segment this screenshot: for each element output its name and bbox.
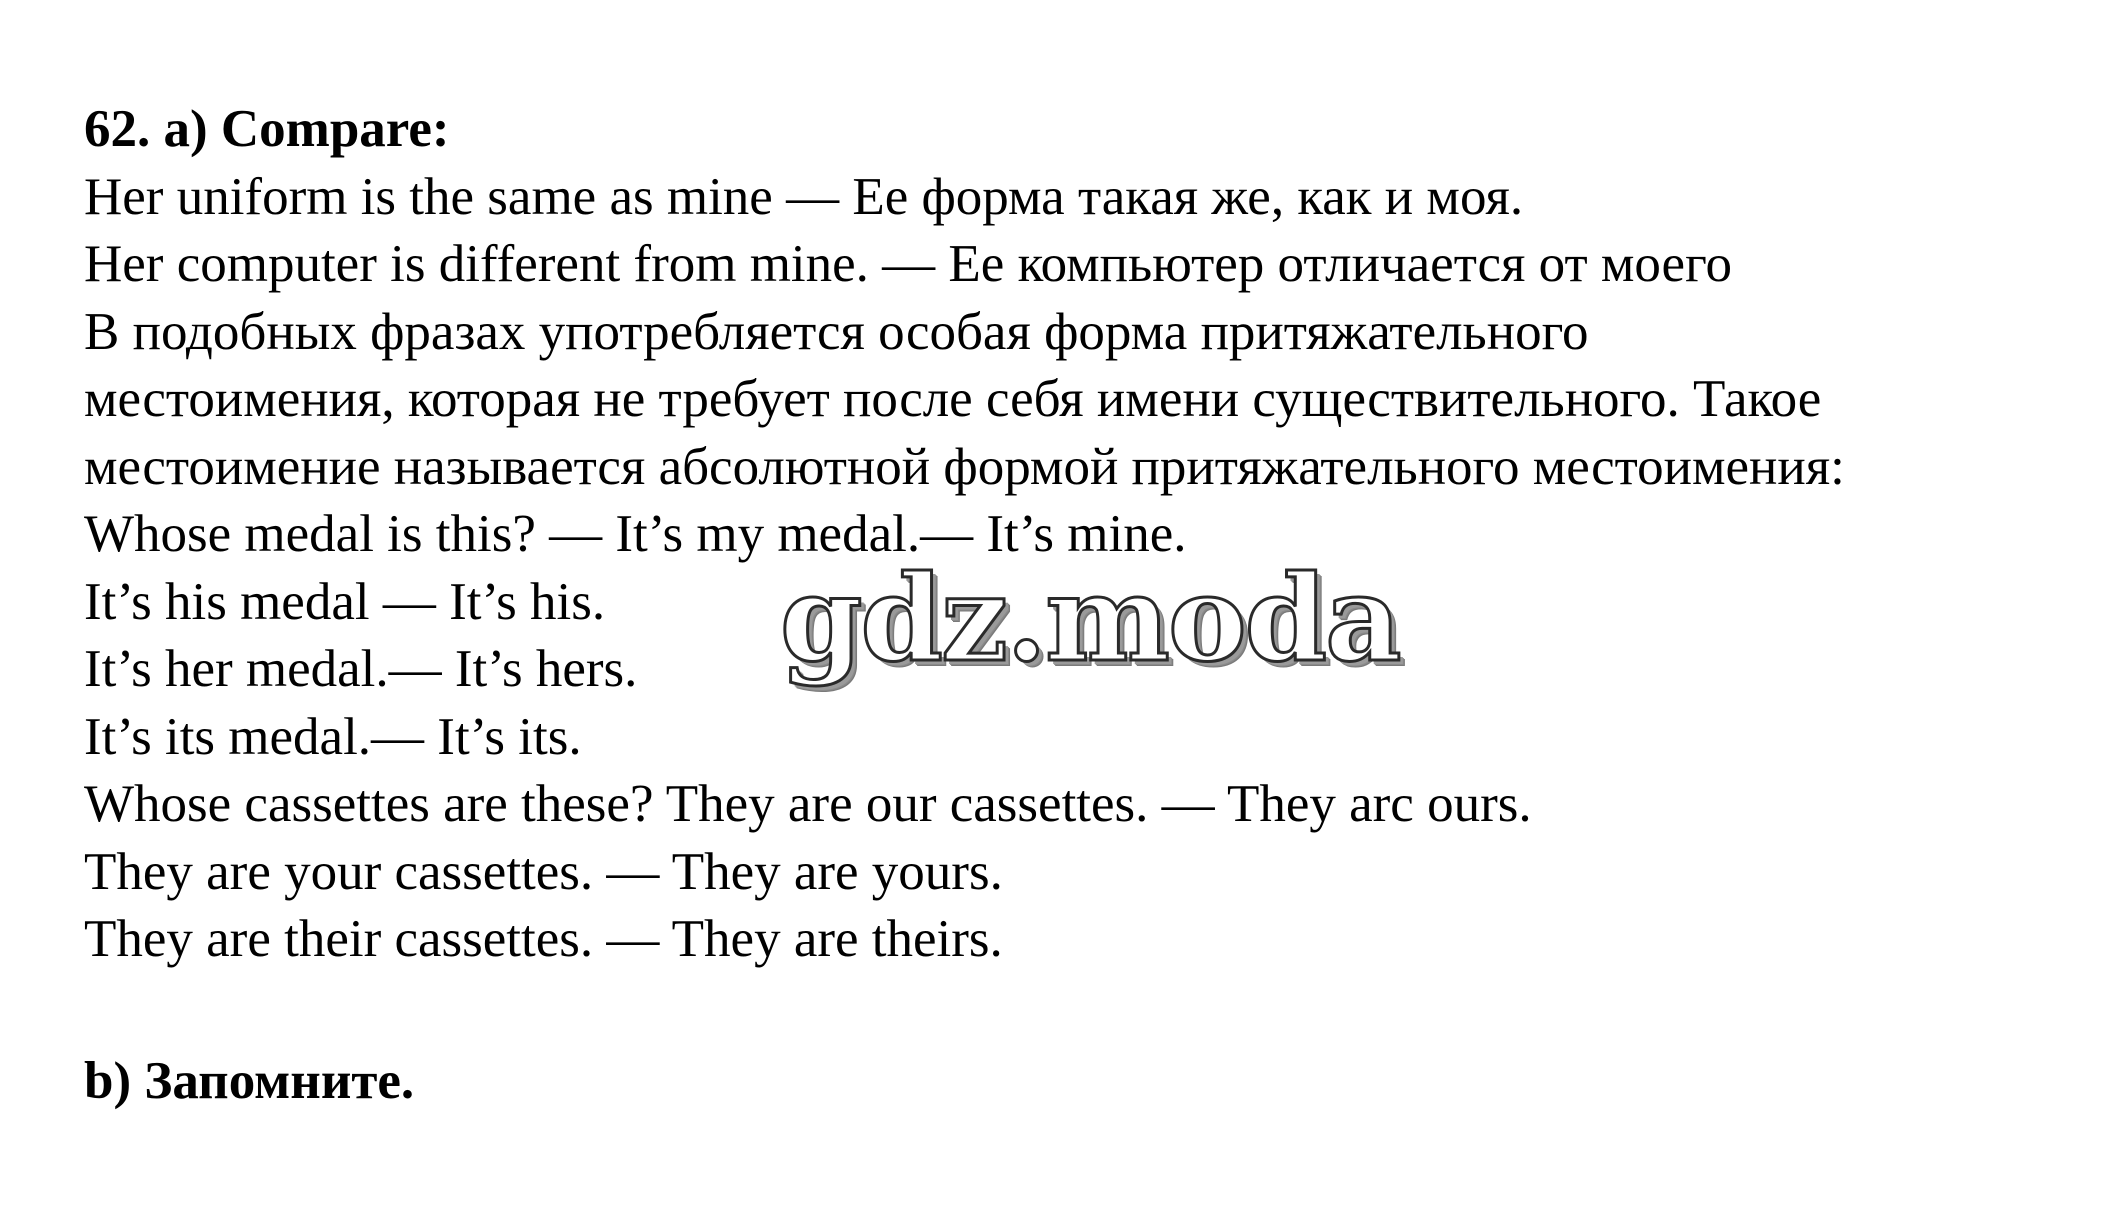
text-line: It’s his medal — It’s his. (84, 572, 606, 631)
text-line: В подобных фразах употребляется особая форма притяжательного (84, 302, 1589, 361)
text-line: Her uniform is the same as mine — Ее форма такая же, как и моя. (84, 167, 1524, 226)
text-line: Whose cassettes are these? They are our cassettes. — They arc ours. (84, 775, 1532, 833)
text-line: They are your cassettes. — They are yours. (84, 842, 1003, 901)
watermark-logo: gdz.moda (780, 549, 1400, 688)
text-line: местоимения, которая не требует после себя имени существительного. Такое (84, 370, 1822, 428)
exercise-heading-b: b) Запомните. (84, 1051, 415, 1110)
text-line: They are their cassettes. — They are theirs. (84, 910, 1003, 968)
text-line: It’s its medal.— It’s its. (84, 707, 582, 766)
document-page (84, 96, 2074, 1115)
text-line: Whose medal is this? — It’s my medal.— It’s mine. (84, 505, 1187, 563)
text-line: Her computer is different from mine. — Ее компьютер отличается от моего (84, 235, 1732, 293)
section-gap (84, 974, 2074, 1048)
text-line: местоимение называется абсолютной формой притяжательного местоимения: (84, 437, 1845, 496)
text-line: It’s her medal.— It’s hers. (84, 640, 638, 698)
exercise-heading-a: 62. a) Compare: (84, 100, 450, 158)
